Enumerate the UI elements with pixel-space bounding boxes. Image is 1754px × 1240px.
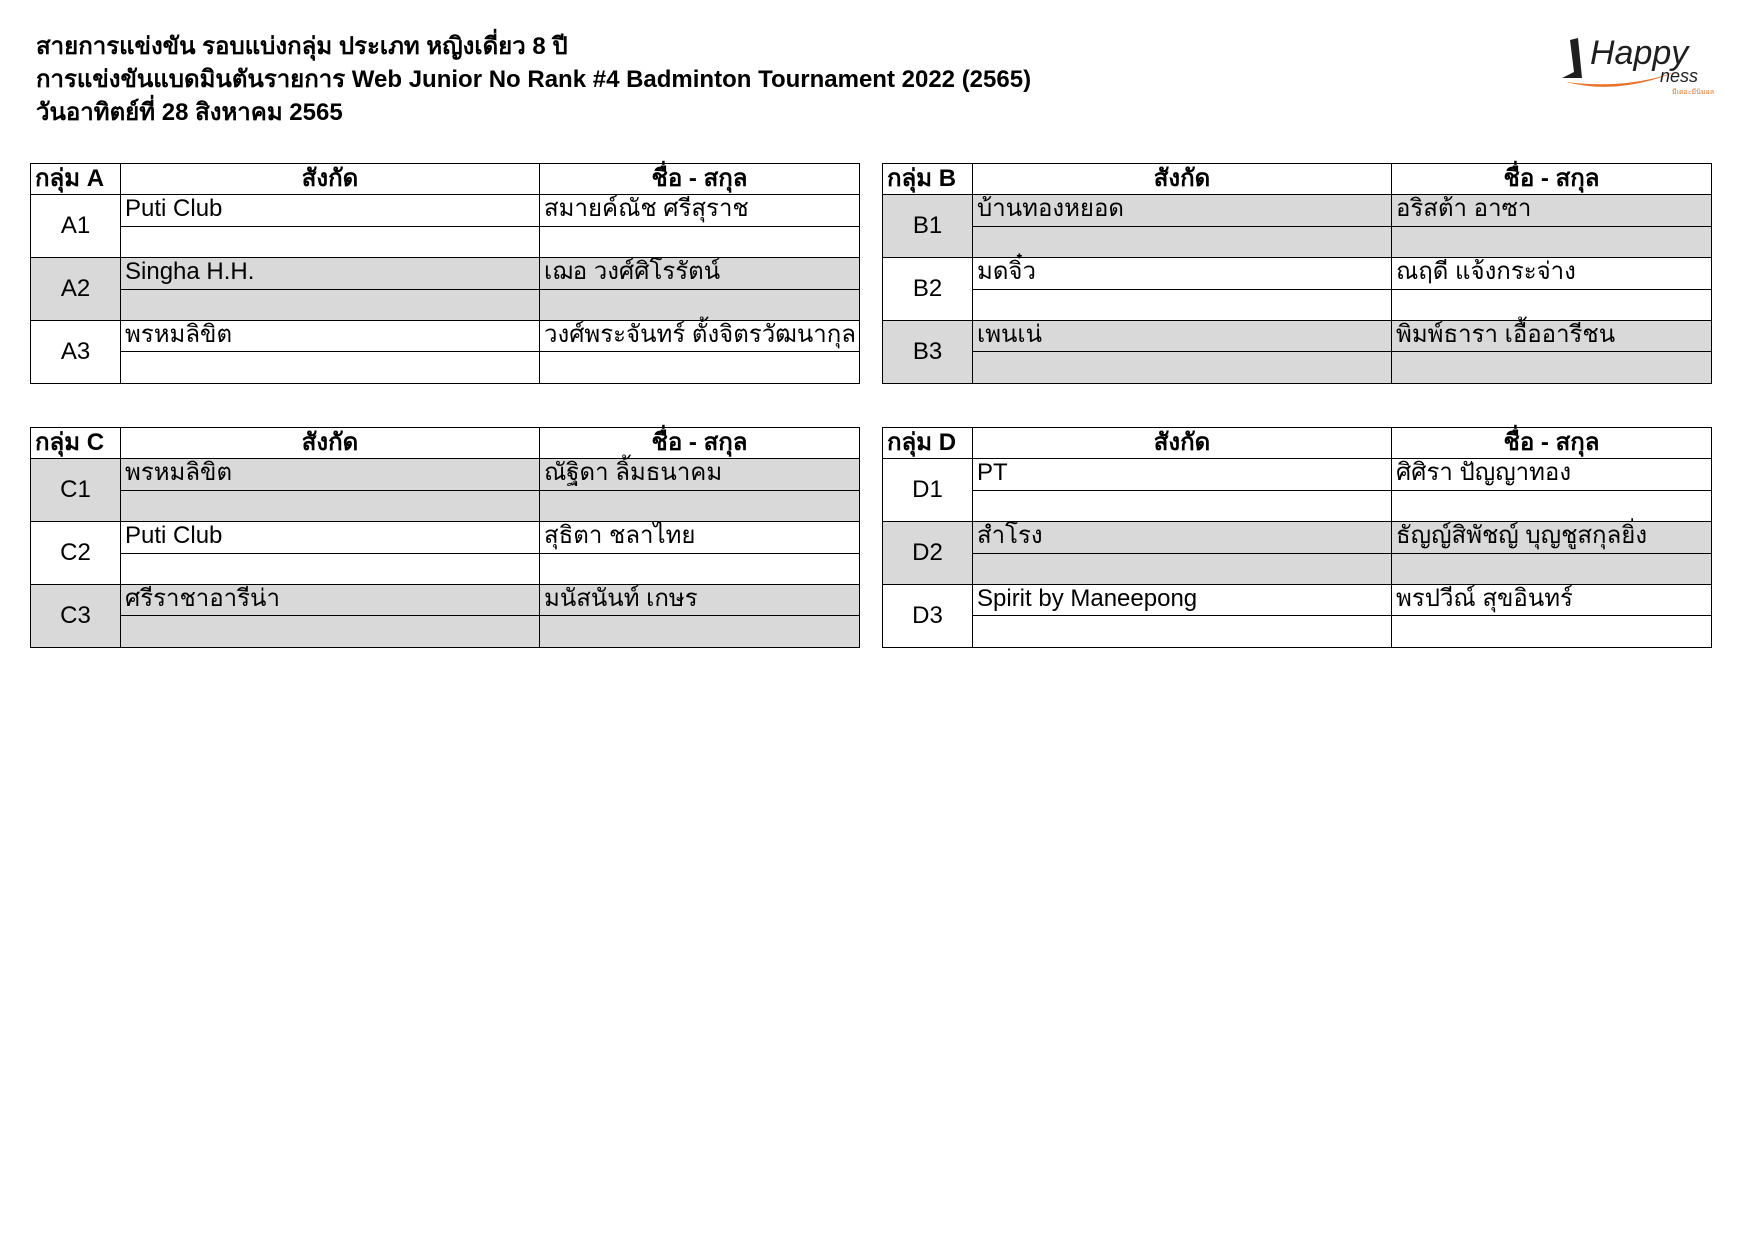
player-name-cell: สุธิตา ชลาไทย	[540, 522, 860, 553]
club-blank-cell	[121, 289, 540, 320]
name-column-header: ชื่อ - สกุล	[540, 164, 860, 195]
club-blank-cell	[973, 352, 1392, 383]
happyness-logo	[1560, 30, 1720, 100]
seed-cell: B3	[883, 320, 973, 383]
name-column-header: ชื่อ - สกุล	[540, 428, 860, 459]
club-blank-cell	[973, 616, 1392, 647]
document-header	[36, 30, 1031, 129]
entry-blank-row	[883, 289, 1712, 320]
player-name-cell: ณัฐิดา ลิ้มธนาคม	[540, 459, 860, 490]
entry-row	[31, 320, 860, 351]
group-a-table	[30, 163, 860, 384]
name-blank-cell	[540, 226, 860, 257]
club-blank-cell	[973, 289, 1392, 320]
entry-blank-row	[31, 289, 860, 320]
club-cell: Singha H.H.	[121, 258, 540, 289]
player-name-cell: พรปวีณ์ สุขอินทร์	[1392, 584, 1712, 615]
player-name-cell: มนัสนันท์ เกษร	[540, 584, 860, 615]
club-blank-cell	[121, 352, 540, 383]
club-column-header: สังกัด	[973, 428, 1392, 459]
entry-blank-row	[31, 352, 860, 383]
entry-blank-row	[883, 226, 1712, 257]
entry-row	[31, 584, 860, 615]
name-column-header: ชื่อ - สกุล	[1392, 428, 1712, 459]
club-cell: เพนเน่	[973, 320, 1392, 351]
seed-cell: B1	[883, 195, 973, 258]
club-cell: พรหมลิขิต	[121, 320, 540, 351]
entry-blank-row	[31, 616, 860, 647]
header-title: สายการแข่งขัน รอบแบ่งกลุ่ม ประเภท หญิงเดี่ยว 8 ปี	[36, 33, 568, 60]
club-blank-cell	[973, 553, 1392, 584]
logo-main-text: Happy	[1590, 34, 1689, 72]
name-blank-cell	[540, 490, 860, 521]
seed-cell: A3	[31, 320, 121, 383]
logo-one-glyph	[1562, 38, 1582, 78]
player-name-cell: ธัญญ์สิพัชญ์ บุญชูสกุลยิ่ง	[1392, 522, 1712, 553]
entry-row	[31, 459, 860, 490]
group-c-table	[30, 427, 860, 648]
seed-cell: C1	[31, 459, 121, 522]
group-header-row	[31, 164, 860, 195]
club-column-header: สังกัด	[121, 164, 540, 195]
entry-row	[883, 522, 1712, 553]
logo-tag-text: มีเดอะมีนิมอล	[1672, 89, 1715, 96]
entry-row	[31, 258, 860, 289]
club-blank-cell	[121, 553, 540, 584]
player-name-cell: ศิศิรา ปัญญาทอง	[1392, 459, 1712, 490]
entry-blank-row	[31, 553, 860, 584]
header-tournament: การแข่งขันแบดมินตันรายการ Web Junior No Rank #4 Badminton Tournament 2022 (2565)	[36, 66, 1032, 93]
entry-row	[883, 195, 1712, 226]
player-name-cell: วงศ์พระจันทร์ ตั้งจิตรวัฒนากุล	[540, 320, 860, 351]
club-column-header: สังกัด	[973, 164, 1392, 195]
club-column-header: สังกัด	[121, 428, 540, 459]
group-label: กลุ่ม A	[31, 164, 121, 195]
name-blank-cell	[1392, 226, 1712, 257]
group-b-table	[882, 163, 1712, 384]
entry-blank-row	[883, 490, 1712, 521]
club-cell: สำโรง	[973, 522, 1392, 553]
group-label: กลุ่ม C	[31, 428, 121, 459]
club-blank-cell	[121, 616, 540, 647]
name-blank-cell	[540, 352, 860, 383]
name-blank-cell	[1392, 490, 1712, 521]
seed-cell: D3	[883, 584, 973, 647]
seed-cell: C3	[31, 584, 121, 647]
group-header-row	[883, 164, 1712, 195]
seed-cell: A1	[31, 195, 121, 258]
name-blank-cell	[1392, 616, 1712, 647]
seed-cell: C2	[31, 522, 121, 585]
player-name-cell: สมายค์ณัช ศรีสุราช	[540, 195, 860, 226]
entry-row	[31, 522, 860, 553]
name-blank-cell	[540, 553, 860, 584]
entry-row	[883, 258, 1712, 289]
seed-cell: D1	[883, 459, 973, 522]
seed-cell: D2	[883, 522, 973, 585]
entry-blank-row	[883, 352, 1712, 383]
name-blank-cell	[1392, 289, 1712, 320]
player-name-cell: ณฤดี แจ้งกระจ่าง	[1392, 258, 1712, 289]
entry-blank-row	[31, 226, 860, 257]
seed-cell: A2	[31, 258, 121, 321]
group-header-row	[31, 428, 860, 459]
club-blank-cell	[973, 226, 1392, 257]
logo-sub-text: ness	[1660, 66, 1699, 86]
player-name-cell: พิมพ์ธารา เอื้ออารีชน	[1392, 320, 1712, 351]
entry-row	[883, 459, 1712, 490]
name-blank-cell	[1392, 553, 1712, 584]
club-cell: บ้านทองหยอด	[973, 195, 1392, 226]
club-cell: พรหมลิขิต	[121, 459, 540, 490]
player-name-cell: อริสต้า อาซา	[1392, 195, 1712, 226]
club-cell: Puti Club	[121, 195, 540, 226]
entry-row	[31, 195, 860, 226]
entry-blank-row	[31, 490, 860, 521]
entry-row	[883, 320, 1712, 351]
club-cell: ศรีราชาอารีน่า	[121, 584, 540, 615]
group-d-table	[882, 427, 1712, 648]
club-blank-cell	[973, 490, 1392, 521]
group-label: กลุ่ม D	[883, 428, 973, 459]
name-blank-cell	[1392, 352, 1712, 383]
club-cell: มดจิ๋ว	[973, 258, 1392, 289]
club-cell: PT	[973, 459, 1392, 490]
group-header-row	[883, 428, 1712, 459]
club-blank-cell	[121, 226, 540, 257]
entry-row	[883, 584, 1712, 615]
header-date: วันอาทิตย์ที่ 28 สิงหาคม 2565	[36, 99, 343, 126]
player-name-cell: เฌอ วงศ์ศิโรรัตน์	[540, 258, 860, 289]
group-label: กลุ่ม B	[883, 164, 973, 195]
club-cell: Puti Club	[121, 522, 540, 553]
club-cell: Spirit by Maneepong	[973, 584, 1392, 615]
name-column-header: ชื่อ - สกุล	[1392, 164, 1712, 195]
entry-blank-row	[883, 553, 1712, 584]
entry-blank-row	[883, 616, 1712, 647]
seed-cell: B2	[883, 258, 973, 321]
club-blank-cell	[121, 490, 540, 521]
name-blank-cell	[540, 616, 860, 647]
name-blank-cell	[540, 289, 860, 320]
